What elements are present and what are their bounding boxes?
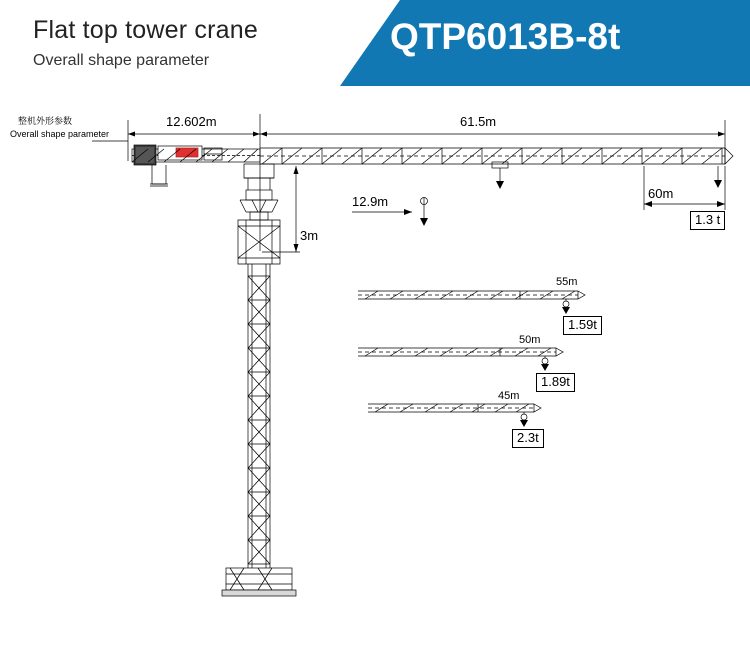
label-jib-length: 61.5m: [460, 114, 497, 129]
tip-load-45m: 2.3t: [512, 429, 544, 448]
label-jib-55m: 55m: [556, 276, 578, 288]
model-number: QTP6013B-8t: [390, 16, 621, 57]
page-header: [0, 0, 750, 86]
label-jib-45m: 45m: [498, 390, 520, 402]
tip-load-50m: 1.89t: [536, 373, 575, 392]
caption-cn: 整机外形参数: [18, 116, 73, 126]
tip-load-60m: 1.3 t: [690, 211, 725, 230]
label-hook-height: 3m: [300, 228, 319, 243]
page-title: Flat top tower crane: [33, 16, 258, 44]
crane-technical-drawing: [0, 86, 750, 651]
label-min-radius: 12.9m: [352, 194, 389, 209]
label-jib-50m: 50m: [519, 334, 541, 346]
label-max-radius: 60m: [648, 186, 674, 201]
tip-load-55m: 1.59t: [563, 316, 602, 335]
caption-en: Overall shape parameter: [10, 129, 110, 139]
label-counter-jib-length: 12.602m: [166, 114, 217, 129]
page-subtitle: Overall shape parameter: [33, 52, 210, 69]
crane-diagram: [0, 86, 750, 651]
